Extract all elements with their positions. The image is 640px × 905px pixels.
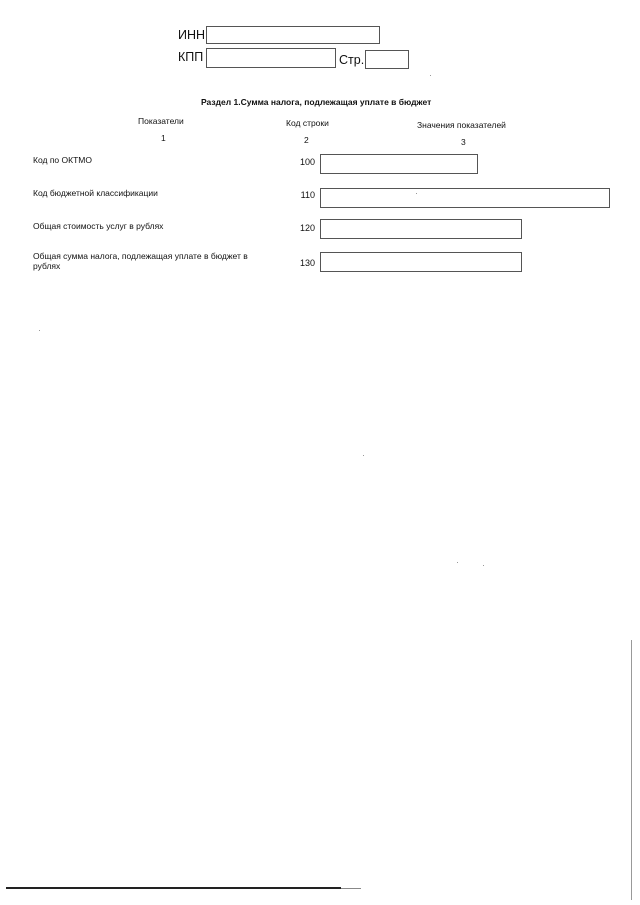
row-code-100: 100 xyxy=(299,157,315,167)
column-header-indicators: Показатели xyxy=(138,116,184,126)
page-label: Стр. xyxy=(339,53,365,67)
row-label-services-cost: Общая стоимость услуг в рублях xyxy=(33,221,164,231)
row-code-110: 110 xyxy=(300,190,315,200)
bottom-rule-tail xyxy=(341,888,361,889)
scan-speck xyxy=(457,562,458,563)
scan-speck xyxy=(430,75,431,76)
scan-speck xyxy=(483,565,484,566)
scan-speck xyxy=(39,330,40,331)
column-header-line-code: Код строки xyxy=(286,118,329,128)
kbk-field[interactable] xyxy=(320,188,610,208)
services-cost-field[interactable] xyxy=(320,219,522,239)
row-label-oktmo: Код по ОКТМО xyxy=(33,155,92,165)
kpp-label: КПП xyxy=(178,50,204,64)
row-label-kbk: Код бюджетной классификации xyxy=(33,188,158,198)
oktmo-field[interactable] xyxy=(320,154,478,174)
inn-field[interactable] xyxy=(206,26,380,44)
column-number-3: 3 xyxy=(461,137,466,147)
page-field[interactable] xyxy=(365,50,409,69)
row-code-120: 120 xyxy=(299,223,315,233)
row-label-tax-total: Общая сумма налога, подлежащая уплате в бюджет в рублях xyxy=(33,251,248,271)
column-number-2: 2 xyxy=(304,135,309,145)
kpp-field[interactable] xyxy=(206,48,336,68)
section-title: Раздел 1.Сумма налога, подлежащая уплате в бюджет xyxy=(201,97,432,107)
scan-speck xyxy=(363,455,364,456)
tax-total-field[interactable] xyxy=(320,252,522,272)
inn-label: ИНН xyxy=(178,28,206,42)
scan-speck xyxy=(416,193,417,194)
row-code-130: 130 xyxy=(299,258,315,268)
bottom-rule xyxy=(6,887,341,889)
scan-edge-line xyxy=(631,640,632,900)
column-number-1: 1 xyxy=(161,133,166,143)
column-header-values: Значения показателей xyxy=(417,120,506,130)
